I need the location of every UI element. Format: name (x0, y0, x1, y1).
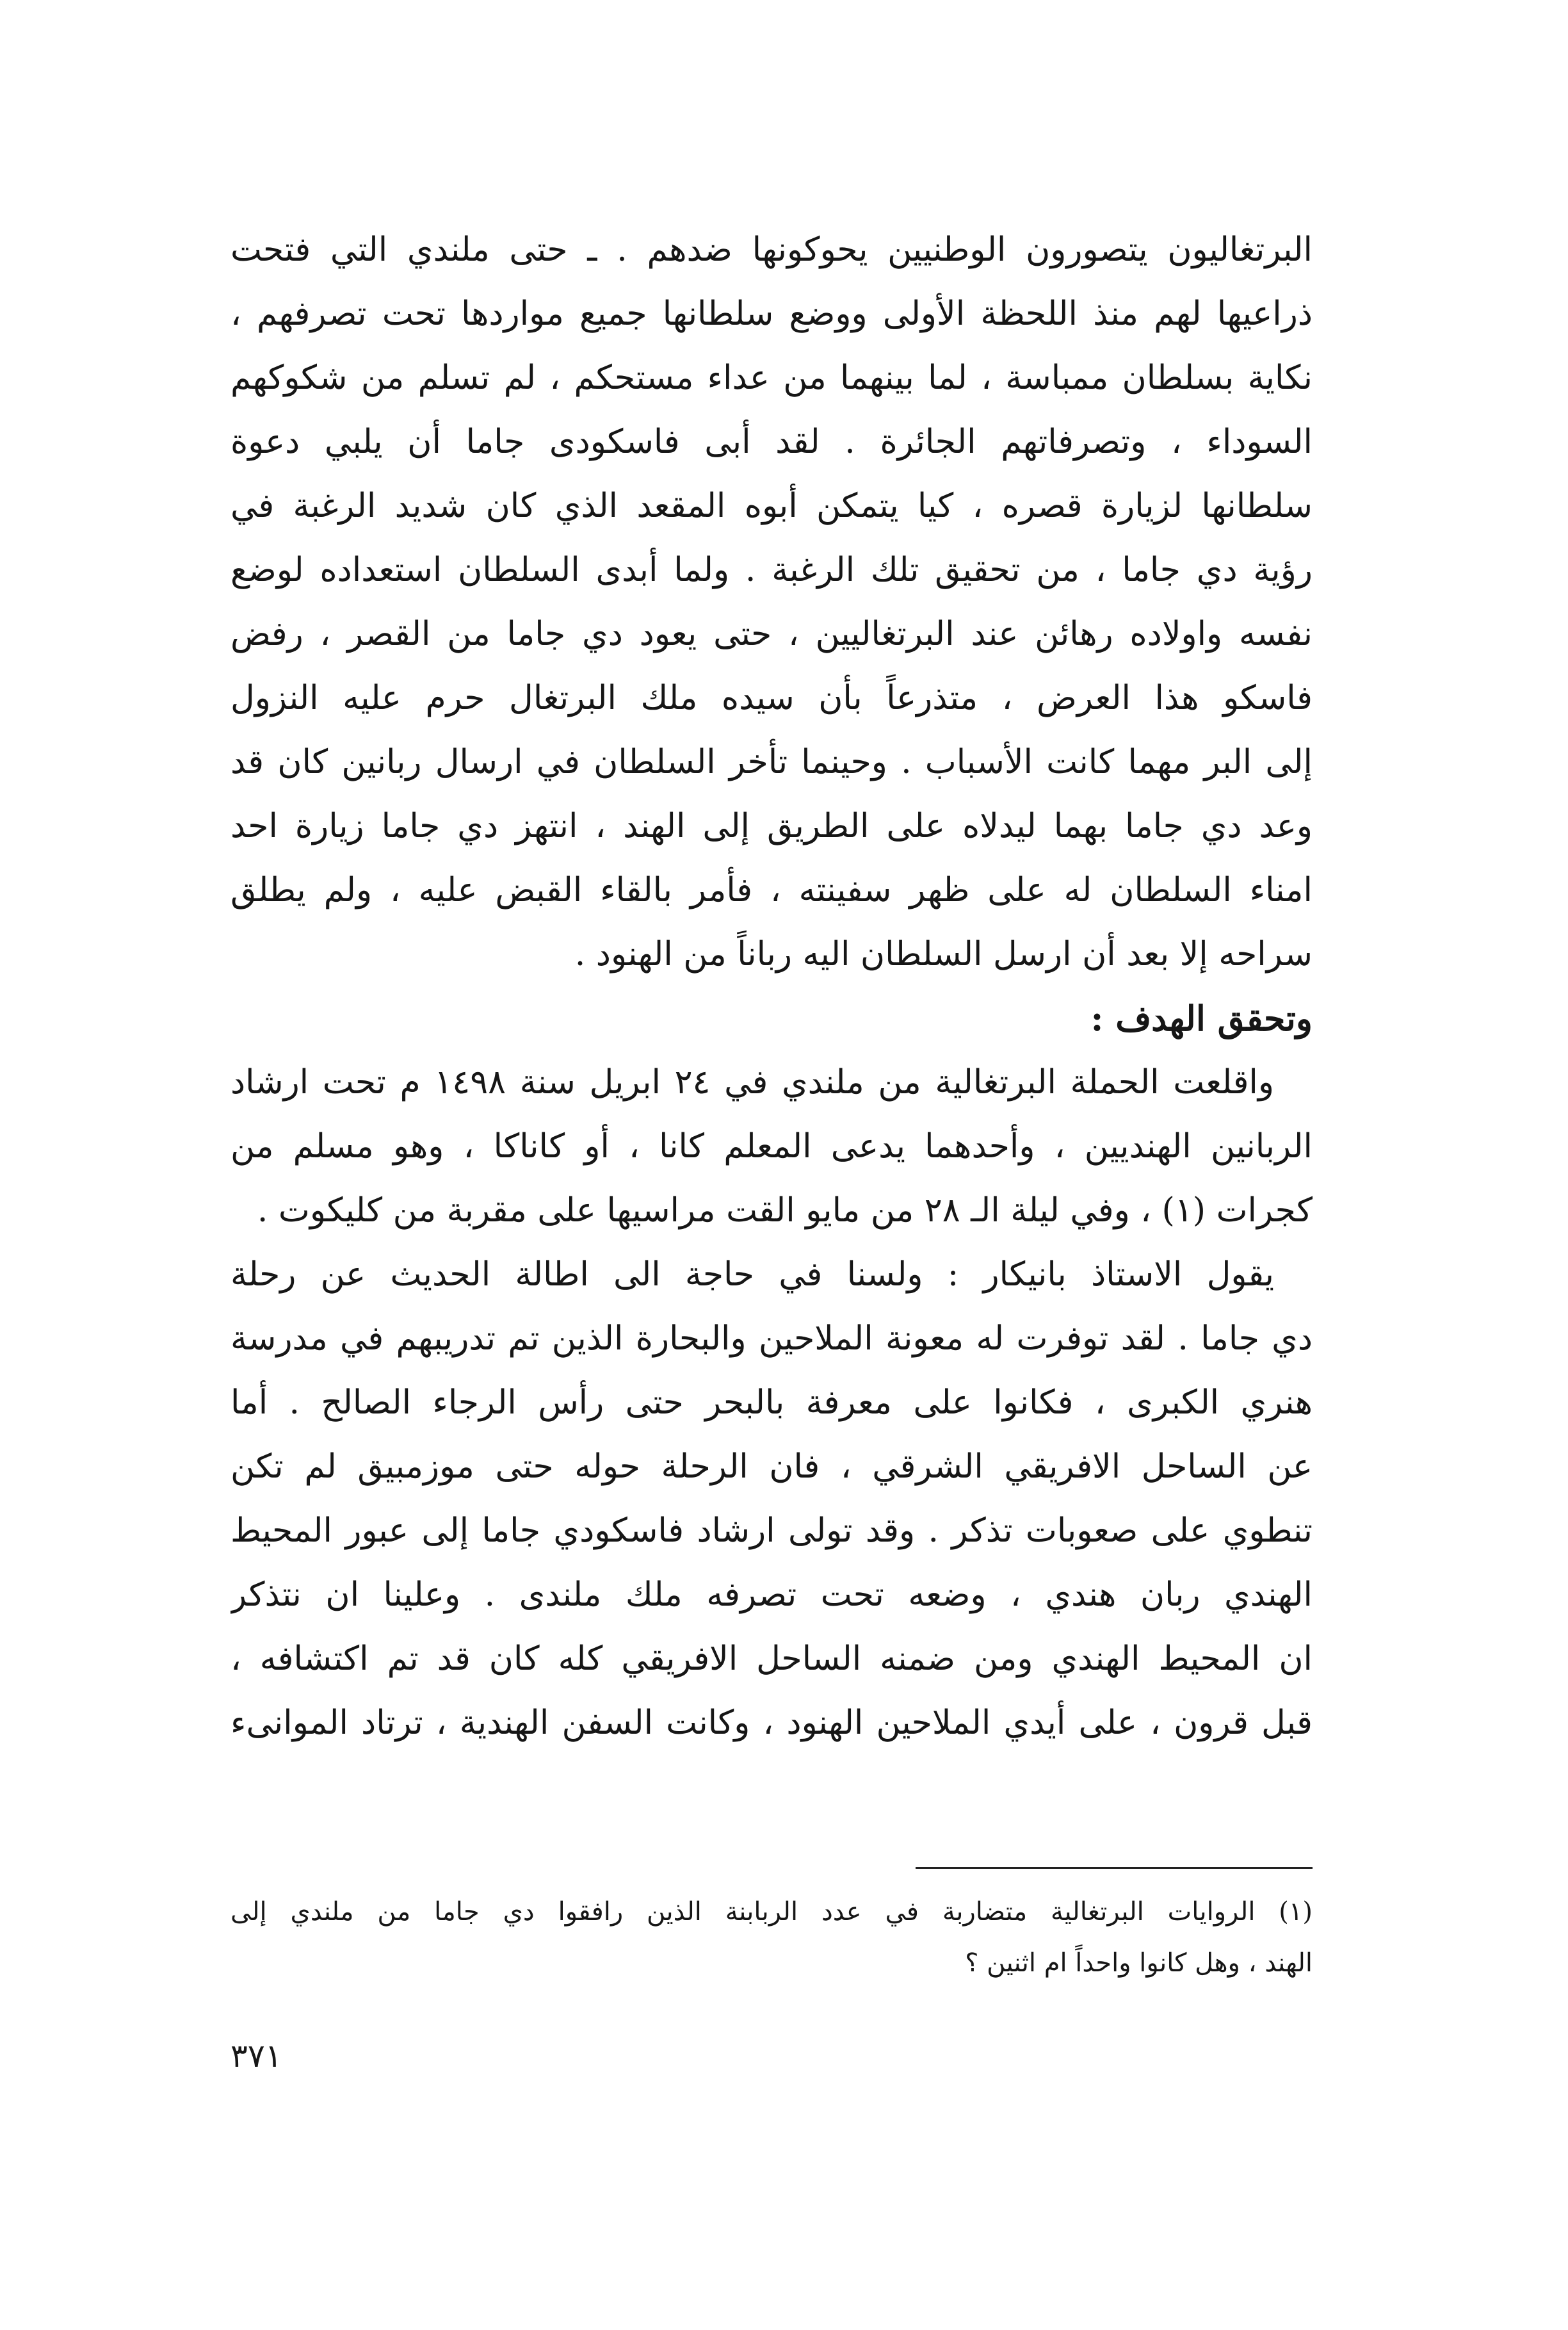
text-line: نكاية بسلطان ممباسة ، لما بينهما من عداء مستحكم ، لم تسلم من شكوكهم (230, 359, 1313, 397)
text-line: الهندي ربان هندي ، وضعه تحت تصرفه ملك ملندى . وعلينا ان نتذكر (230, 1576, 1313, 1614)
footnotes (230, 1886, 1313, 1989)
text-line: الربانين الهنديين ، وأحدهما يدعى المعلم كانا ، أو كاناكا ، وهو مسلم من (230, 1127, 1313, 1166)
text-line: عن الساحل الافريقي الشرقي ، فان الرحلة حوله حتى موزمبيق لم تكن (230, 1447, 1313, 1486)
main-text (230, 218, 1313, 1755)
text-line: سراحه إلا بعد أن ارسل السلطان اليه رباناً من الهنود . (574, 935, 1313, 974)
text-line: إلى البر مهما كانت الأسباب . وحينما تأخر السلطان في ارسال ربانين كان قد (230, 743, 1313, 781)
text-line: سلطانها لزيارة قصره ، كيا يتمكن أبوه المقعد الذي كان شديد الرغبة في (230, 487, 1313, 525)
section-heading: وتحقق الهدف : (1090, 998, 1313, 1039)
footnote-divider (916, 1867, 1313, 1869)
text-line: قبل قرون ، على أيدي الملاحين الهنود ، وكانت السفن الهندية ، ترتاد الموانىء (230, 1704, 1313, 1742)
page-number: ٣٧١ (230, 2037, 282, 2074)
text-line: تنطوي على صعوبات تذكر . وقد تولى ارشاد فاسكودي جاما إلى عبور المحيط (230, 1511, 1313, 1550)
footnote-line: الهند ، وهل كانوا واحداً ام اثنين ؟ (965, 1948, 1313, 1978)
text-line: وعد دي جاما بهما ليدلاه على الطريق إلى الهند ، انتهز دي جاما زيارة احد (230, 807, 1313, 845)
text-line: هنري الكبرى ، فكانوا على معرفة بالبحر حتى رأس الرجاء الصالح . أما (230, 1383, 1313, 1422)
text-line: واقلعت الحملة البرتغالية من ملندي في ٢٤ ابريل سنة ١٤٩٨ م تحت ارشاد (230, 1063, 1274, 1102)
text-line: ان المحيط الهندي ومن ضمنه الساحل الافريقي كله كان قد تم اكتشافه ، (230, 1640, 1313, 1678)
text-line: يقول الاستاذ بانيكار : ولسنا في حاجة الى اطالة الحديث عن رحلة (230, 1255, 1274, 1294)
text-line: رؤية دي جاما ، من تحقيق تلك الرغبة . ولما أبدى السلطان استعداده لوضع (230, 551, 1313, 589)
text-line: فاسكو هذا العرض ، متذرعاً بأن سيده ملك البرتغال حرم عليه النزول (230, 679, 1313, 717)
text-line: البرتغاليون يتصورون الوطنيين يحوكونها ضدهم . ـ حتى ملندي التي فتحت (230, 231, 1313, 269)
text-line: امناء السلطان له على ظهر سفينته ، فأمر بالقاء القبض عليه ، ولم يطلق (230, 871, 1313, 909)
text-line: ذراعيها لهم منذ اللحظة الأولى ووضع سلطانها جميع مواردها تحت تصرفهم ، (230, 295, 1313, 333)
footnote-line: (١) الروايات البرتغالية متضاربة في عدد الربابنة الذين رافقوا دي جاما من ملندي إلى (230, 1897, 1313, 1927)
text-line: نفسه واولاده رهائن عند البرتغاليين ، حتى يعود دي جاما من القصر ، رفض (230, 615, 1313, 653)
text-line: السوداء ، وتصرفاتهم الجائرة . لقد أبى فاسكودى جاما أن يلبي دعوة (230, 423, 1313, 461)
text-line: كجرات (١) ، وفي ليلة الـ ٢٨ من مايو القت مراسيها على مقربة من كليكوت . (257, 1191, 1313, 1230)
text-line: دي جاما . لقد توفرت له معونة الملاحين والبحارة الذين تم تدريبهم في مدرسة (230, 1319, 1313, 1358)
